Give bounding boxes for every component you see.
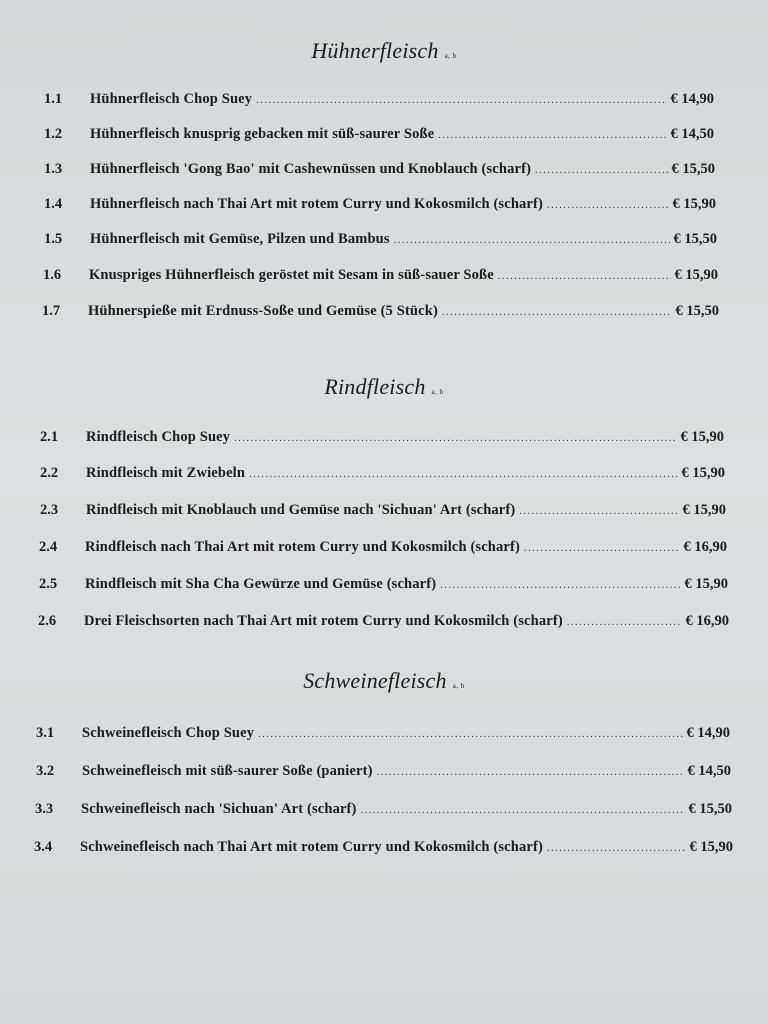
dot-leader xyxy=(524,538,680,560)
item-number: 3.1 xyxy=(36,725,55,741)
item-name: Rindfleisch Chop Suey xyxy=(86,429,231,445)
item-price: € 16,90 xyxy=(683,539,727,555)
item-number: 2.6 xyxy=(38,613,57,629)
item-number: 1.5 xyxy=(44,231,63,247)
dot-leader xyxy=(249,464,677,486)
dot-leader xyxy=(361,800,685,822)
section-huehnerfleisch xyxy=(0,36,768,66)
section-schweinefleisch xyxy=(0,666,768,696)
item-name: Hühnerfleisch 'Gong Bao' mit Cashewnüssen und Knoblauch (scharf) xyxy=(90,161,532,177)
item-name: Rindfleisch mit Zwiebeln xyxy=(86,465,246,481)
section-rindfleisch xyxy=(0,372,768,402)
item-price: € 15,50 xyxy=(688,801,732,817)
menu-item xyxy=(35,798,732,820)
menu-item xyxy=(44,123,714,145)
section-title xyxy=(0,666,768,696)
dot-leader xyxy=(535,160,667,182)
item-price: € 15,90 xyxy=(680,429,724,445)
item-number: 2.1 xyxy=(40,429,59,445)
item-price: € 15,90 xyxy=(681,465,725,481)
menu-item xyxy=(44,193,716,215)
item-number: 3.4 xyxy=(34,839,53,855)
item-name: Hühnerfleisch Chop Suey xyxy=(90,91,253,107)
menu-item xyxy=(43,264,718,286)
item-price: € 15,50 xyxy=(671,161,715,177)
menu-item xyxy=(40,462,725,484)
item-price: € 15,90 xyxy=(674,267,718,283)
dot-leader xyxy=(498,266,671,288)
menu-item xyxy=(40,426,724,448)
item-name: Hühnerspieße mit Erdnuss-Soße und Gemüse (5 Stück) xyxy=(88,303,438,319)
item-name: Hühnerfleisch knusprig gebacken mit süß-saurer Soße xyxy=(90,126,435,142)
item-price: € 15,50 xyxy=(673,231,717,247)
dot-leader xyxy=(442,302,672,324)
item-price: € 15,50 xyxy=(675,303,719,319)
allergen-note: a, b xyxy=(452,682,465,690)
menu-item xyxy=(36,760,731,782)
menu-item xyxy=(42,300,719,322)
menu-item xyxy=(36,722,730,744)
item-price: € 14,90 xyxy=(686,725,730,741)
item-number: 3.3 xyxy=(35,801,54,817)
section-title-text: Rindfleisch xyxy=(324,374,426,399)
item-name: Hühnerfleisch nach Thai Art mit rotem Curry und Kokosmilch (scharf) xyxy=(90,196,543,212)
section-title-text: Hühnerfleisch xyxy=(311,38,439,63)
item-name: Rindfleisch mit Knoblauch und Gemüse nach 'Sichuan' Art (scharf) xyxy=(86,502,516,518)
dot-leader xyxy=(438,125,666,147)
menu-item xyxy=(44,228,717,250)
item-price: € 14,50 xyxy=(687,763,731,779)
item-number: 1.2 xyxy=(44,126,63,142)
menu-item xyxy=(39,536,727,558)
menu-item xyxy=(34,836,733,858)
item-number: 2.3 xyxy=(40,502,59,518)
item-price: € 15,90 xyxy=(684,576,728,592)
menu-item xyxy=(39,573,728,595)
item-name: Hühnerfleisch mit Gemüse, Pilzen und Bambus xyxy=(90,231,390,247)
item-name: Knuspriges Hühnerfleisch geröstet mit Sesam in süß-sauer Soße xyxy=(89,267,494,283)
menu-item xyxy=(44,158,715,180)
dot-leader xyxy=(547,838,686,860)
section-title xyxy=(0,36,768,66)
item-number: 1.4 xyxy=(44,196,63,212)
item-price: € 15,90 xyxy=(682,502,726,518)
item-number: 1.1 xyxy=(44,91,63,107)
item-name: Schweinefleisch mit süß-saurer Soße (paniert) xyxy=(82,763,373,779)
item-name: Drei Fleischsorten nach Thai Art mit rotem Curry und Kokosmilch (scharf) xyxy=(84,613,563,629)
item-price: € 14,90 xyxy=(670,91,714,107)
dot-leader xyxy=(519,501,678,523)
allergen-note: a, b xyxy=(444,52,457,60)
allergen-note: a, b xyxy=(431,388,444,396)
item-name: Schweinefleisch nach Thai Art mit rotem Curry und Kokosmilch (scharf) xyxy=(80,839,543,855)
menu-item xyxy=(44,88,714,110)
dot-leader xyxy=(256,90,666,112)
item-name: Rindfleisch nach Thai Art mit rotem Curry und Kokosmilch (scharf) xyxy=(85,539,520,555)
dot-leader xyxy=(258,724,682,746)
item-number: 2.2 xyxy=(40,465,59,481)
item-name: Schweinefleisch Chop Suey xyxy=(82,725,255,741)
dot-leader xyxy=(547,195,669,217)
section-title-text: Schweinefleisch xyxy=(303,668,447,693)
dot-leader xyxy=(394,230,670,252)
section-title xyxy=(0,372,768,402)
item-number: 3.2 xyxy=(36,763,55,779)
item-number: 2.5 xyxy=(39,576,58,592)
item-price: € 15,90 xyxy=(672,196,716,212)
item-name: Schweinefleisch nach 'Sichuan' Art (scharf) xyxy=(81,801,357,817)
item-number: 1.3 xyxy=(44,161,63,177)
item-name: Rindfleisch mit Sha Cha Gewürze und Gemüse (scharf) xyxy=(85,576,437,592)
dot-leader xyxy=(377,762,684,784)
menu-item xyxy=(40,499,726,521)
item-price: € 14,50 xyxy=(670,126,714,142)
item-price: € 15,90 xyxy=(689,839,733,855)
dot-leader xyxy=(440,575,680,597)
item-number: 2.4 xyxy=(39,539,58,555)
item-price: € 16,90 xyxy=(685,613,729,629)
dot-leader xyxy=(567,612,682,634)
item-number: 1.6 xyxy=(43,267,62,283)
item-number: 1.7 xyxy=(42,303,61,319)
menu-item xyxy=(38,610,729,632)
dot-leader xyxy=(234,428,676,450)
